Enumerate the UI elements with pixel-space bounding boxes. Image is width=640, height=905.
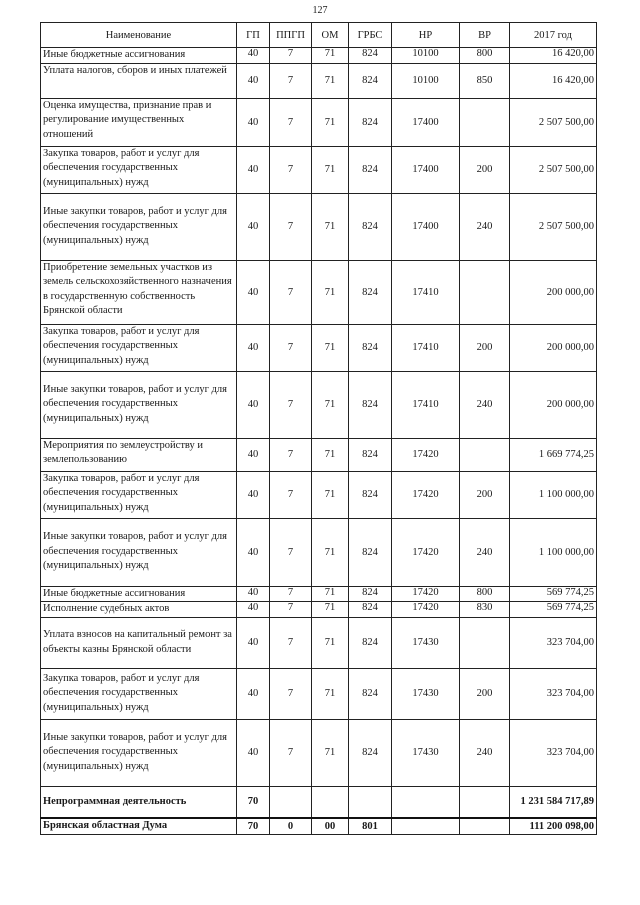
header-ppgp: ППГП xyxy=(270,23,312,48)
row-vr xyxy=(460,438,510,471)
header-year: 2017 год xyxy=(510,23,597,48)
row-grbs: 824 xyxy=(349,48,392,64)
row-amount: 1 231 584 717,89 xyxy=(510,786,597,818)
row-ppgp: 7 xyxy=(270,260,312,324)
row-np: 17430 xyxy=(392,668,460,719)
header-row xyxy=(41,23,597,48)
table-row xyxy=(41,260,597,324)
row-amount: 111 200 098,00 xyxy=(510,818,597,834)
row-gp: 40 xyxy=(237,518,270,586)
row-om: 71 xyxy=(312,193,349,260)
row-grbs: 824 xyxy=(349,668,392,719)
row-vr xyxy=(460,98,510,146)
row-grbs: 824 xyxy=(349,518,392,586)
row-amount: 16 420,00 xyxy=(510,48,597,64)
row-grbs: 824 xyxy=(349,719,392,786)
row-name: Иные закупки товаров, работ и услуг для обеспечения государственных (муниципальных) нужд xyxy=(41,371,237,438)
row-amount: 323 704,00 xyxy=(510,668,597,719)
row-np: 17420 xyxy=(392,602,460,618)
row-ppgp: 7 xyxy=(270,48,312,64)
row-vr: 240 xyxy=(460,518,510,586)
row-amount: 1 100 000,00 xyxy=(510,518,597,586)
row-amount: 2 507 500,00 xyxy=(510,193,597,260)
table-row xyxy=(41,602,597,618)
row-grbs: 824 xyxy=(349,586,392,602)
header-vr: ВР xyxy=(460,23,510,48)
row-vr xyxy=(460,786,510,818)
row-grbs: 824 xyxy=(349,193,392,260)
row-vr xyxy=(460,617,510,668)
row-gp: 40 xyxy=(237,260,270,324)
row-gp: 40 xyxy=(237,146,270,193)
row-np: 17420 xyxy=(392,586,460,602)
row-vr: 850 xyxy=(460,63,510,98)
row-grbs: 824 xyxy=(349,146,392,193)
row-vr: 240 xyxy=(460,371,510,438)
page-number: 127 xyxy=(312,5,328,16)
row-om: 71 xyxy=(312,324,349,371)
table-row xyxy=(41,438,597,471)
row-gp: 40 xyxy=(237,193,270,260)
row-name: Непрограммная деятельность xyxy=(41,786,237,818)
table-row xyxy=(41,48,597,64)
row-om: 71 xyxy=(312,371,349,438)
row-name: Закупка товаров, работ и услуг для обеспечения государственных (муниципальных) нужд xyxy=(41,668,237,719)
row-np: 17420 xyxy=(392,471,460,518)
row-gp: 40 xyxy=(237,617,270,668)
row-gp: 40 xyxy=(237,586,270,602)
row-ppgp: 7 xyxy=(270,617,312,668)
table-row xyxy=(41,719,597,786)
row-grbs: 824 xyxy=(349,438,392,471)
row-gp: 40 xyxy=(237,602,270,618)
row-name: Приобретение земельных участков из земель сельскохозяйственного назначения в государственную собственность Брянской области xyxy=(41,260,237,324)
row-ppgp: 7 xyxy=(270,518,312,586)
row-np xyxy=(392,818,460,834)
table-row xyxy=(41,471,597,518)
header-np: НР xyxy=(392,23,460,48)
table-row xyxy=(41,818,597,834)
row-gp: 40 xyxy=(237,371,270,438)
row-gp: 40 xyxy=(237,471,270,518)
row-ppgp: 7 xyxy=(270,371,312,438)
table-row xyxy=(41,586,597,602)
header-gp: ГП xyxy=(237,23,270,48)
row-om: 71 xyxy=(312,260,349,324)
row-gp: 40 xyxy=(237,719,270,786)
row-vr: 830 xyxy=(460,602,510,618)
row-ppgp: 0 xyxy=(270,818,312,834)
row-name: Закупка товаров, работ и услуг для обеспечения государственных (муниципальных) нужд xyxy=(41,146,237,193)
header-name: Наименование xyxy=(41,23,237,48)
row-amount: 200 000,00 xyxy=(510,324,597,371)
table-row xyxy=(41,146,597,193)
row-om: 71 xyxy=(312,146,349,193)
row-np: 10100 xyxy=(392,48,460,64)
row-om: 71 xyxy=(312,48,349,64)
row-name: Брянская областная Дума xyxy=(41,818,237,834)
table-row xyxy=(41,98,597,146)
row-amount: 200 000,00 xyxy=(510,260,597,324)
row-ppgp: 7 xyxy=(270,146,312,193)
row-vr xyxy=(460,260,510,324)
row-np: 17400 xyxy=(392,193,460,260)
row-ppgp: 7 xyxy=(270,602,312,618)
row-om: 71 xyxy=(312,719,349,786)
row-grbs: 824 xyxy=(349,63,392,98)
row-om: 71 xyxy=(312,617,349,668)
row-gp: 70 xyxy=(237,786,270,818)
row-name: Иные закупки товаров, работ и услуг для обеспечения государственных (муниципальных) нужд xyxy=(41,719,237,786)
budget-table xyxy=(40,22,597,835)
row-om: 00 xyxy=(312,818,349,834)
row-name: Оценка имущества, признание прав и регулирование имущественных отношений xyxy=(41,98,237,146)
row-ppgp xyxy=(270,786,312,818)
row-ppgp: 7 xyxy=(270,98,312,146)
header-grbs: ГРБС xyxy=(349,23,392,48)
row-om xyxy=(312,786,349,818)
row-name: Иные закупки товаров, работ и услуг для обеспечения государственных (муниципальных) нужд xyxy=(41,518,237,586)
row-om: 71 xyxy=(312,471,349,518)
row-ppgp: 7 xyxy=(270,193,312,260)
row-gp: 40 xyxy=(237,668,270,719)
row-name: Уплата налогов, сборов и иных платежей xyxy=(41,63,237,98)
row-vr: 200 xyxy=(460,471,510,518)
row-ppgp: 7 xyxy=(270,63,312,98)
row-grbs: 824 xyxy=(349,324,392,371)
row-np: 10100 xyxy=(392,63,460,98)
row-grbs: 824 xyxy=(349,260,392,324)
row-gp: 40 xyxy=(237,324,270,371)
row-om: 71 xyxy=(312,438,349,471)
table-row xyxy=(41,324,597,371)
row-np: 17430 xyxy=(392,617,460,668)
row-gp: 40 xyxy=(237,63,270,98)
row-np: 17420 xyxy=(392,438,460,471)
row-vr: 800 xyxy=(460,48,510,64)
row-vr: 800 xyxy=(460,586,510,602)
row-vr: 200 xyxy=(460,146,510,193)
row-np: 17400 xyxy=(392,98,460,146)
table-row xyxy=(41,518,597,586)
row-gp: 40 xyxy=(237,48,270,64)
row-ppgp: 7 xyxy=(270,719,312,786)
row-name: Иные бюджетные ассигнования xyxy=(41,586,237,602)
row-name: Исполнение судебных актов xyxy=(41,602,237,618)
row-om: 71 xyxy=(312,63,349,98)
row-vr: 200 xyxy=(460,324,510,371)
table-row xyxy=(41,371,597,438)
row-np xyxy=(392,786,460,818)
row-vr: 240 xyxy=(460,719,510,786)
row-om: 71 xyxy=(312,586,349,602)
row-om: 71 xyxy=(312,98,349,146)
row-name: Мероприятия по землеустройству и землепользованию xyxy=(41,438,237,471)
row-gp: 40 xyxy=(237,98,270,146)
table-row xyxy=(41,786,597,818)
row-om: 71 xyxy=(312,518,349,586)
row-name: Закупка товаров, работ и услуг для обеспечения государственных (муниципальных) нужд xyxy=(41,471,237,518)
row-vr xyxy=(460,818,510,834)
row-grbs: 801 xyxy=(349,818,392,834)
row-ppgp: 7 xyxy=(270,668,312,719)
row-np: 17410 xyxy=(392,260,460,324)
row-amount: 200 000,00 xyxy=(510,371,597,438)
row-grbs: 824 xyxy=(349,602,392,618)
row-grbs: 824 xyxy=(349,98,392,146)
table-row xyxy=(41,193,597,260)
row-ppgp: 7 xyxy=(270,438,312,471)
row-name: Иные бюджетные ассигнования xyxy=(41,48,237,64)
row-np: 17400 xyxy=(392,146,460,193)
row-grbs xyxy=(349,786,392,818)
row-grbs: 824 xyxy=(349,471,392,518)
row-grbs: 824 xyxy=(349,371,392,438)
row-ppgp: 7 xyxy=(270,471,312,518)
row-gp: 70 xyxy=(237,818,270,834)
row-vr: 240 xyxy=(460,193,510,260)
row-om: 71 xyxy=(312,668,349,719)
row-np: 17410 xyxy=(392,324,460,371)
row-name: Иные закупки товаров, работ и услуг для обеспечения государственных (муниципальных) нужд xyxy=(41,193,237,260)
row-amount: 1 100 000,00 xyxy=(510,471,597,518)
row-ppgp: 7 xyxy=(270,324,312,371)
row-amount: 323 704,00 xyxy=(510,617,597,668)
row-name: Уплата взносов на капитальный ремонт за объекты казны Брянской области xyxy=(41,617,237,668)
row-amount: 2 507 500,00 xyxy=(510,146,597,193)
header-om: ОМ xyxy=(312,23,349,48)
row-amount: 569 774,25 xyxy=(510,602,597,618)
row-ppgp: 7 xyxy=(270,586,312,602)
row-vr: 200 xyxy=(460,668,510,719)
row-amount: 569 774,25 xyxy=(510,586,597,602)
row-om: 71 xyxy=(312,602,349,618)
row-name: Закупка товаров, работ и услуг для обеспечения государственных (муниципальных) нужд xyxy=(41,324,237,371)
row-np: 17410 xyxy=(392,371,460,438)
row-amount: 323 704,00 xyxy=(510,719,597,786)
row-grbs: 824 xyxy=(349,617,392,668)
row-np: 17430 xyxy=(392,719,460,786)
row-gp: 40 xyxy=(237,438,270,471)
table-row xyxy=(41,617,597,668)
row-amount: 16 420,00 xyxy=(510,63,597,98)
row-np: 17420 xyxy=(392,518,460,586)
row-amount: 2 507 500,00 xyxy=(510,98,597,146)
row-amount: 1 669 774,25 xyxy=(510,438,597,471)
table-row xyxy=(41,668,597,719)
table-row xyxy=(41,63,597,98)
